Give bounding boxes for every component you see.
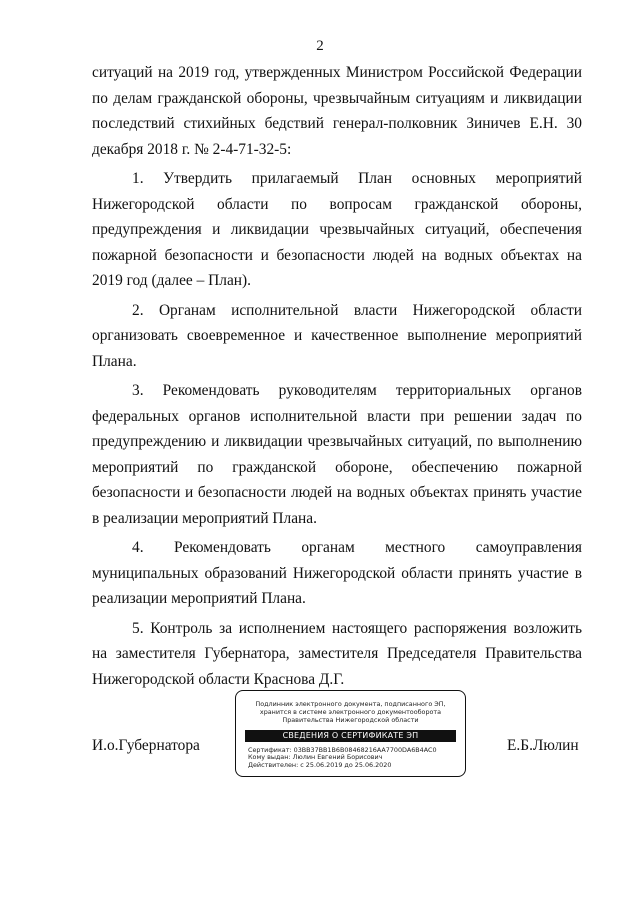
- paragraph-item-3: 3. Рекомендовать руководителям территориальных органов федеральных органов исполнительной власти при решении задач по предупреждению и ликвидации чрезвычайных ситуаций, по выполнению мероприятий по гражданской обороне, обеспечению пожарной безопасности и безопасности людей на водных объектах принять участие в реализации мероприятий Плана.: [92, 382, 582, 527]
- paragraph-item-2: 2. Органам исполнительной власти Нижегородской области организовать своевременное и качественное выполнение мероприятий Плана.: [92, 301, 582, 370]
- paragraph-continuation: ситуаций на 2019 год, утвержденных Министром Российской Федерации по делам гражданской обороны, чрезвычайным ситуациям и ликвидации последствий стихийных бедствий генерал-полковник Зиничев Е.Н. 30 декабря 2018 г. № 2-4-71-32-5:: [92, 64, 582, 158]
- signatory-name: Е.Б.Люлин: [507, 737, 579, 754]
- stamp-title-bar: СВЕДЕНИЯ О СЕРТИФИКАТЕ ЭП: [245, 730, 456, 742]
- paragraph-item-4: 4. Рекомендовать органам местного самоуправления муниципальных образований Нижегородской области принять участие в реализации мероприятий Плана.: [92, 539, 582, 607]
- stamp-details: [248, 747, 465, 770]
- paragraph-item-1: 1. Утвердить прилагаемый План основных мероприятий Нижегородской области по вопросам гражданской обороны, предупреждения и ликвидации чрезвычайных ситуаций, обеспечения пожарной безопасности и безопасности людей на водных объектах на 2019 год (далее – План).: [92, 170, 582, 289]
- stamp-validity: Действителен: с 25.06.2019 до 25.06.2020: [248, 760, 392, 769]
- paragraph-item-5: 5. Контроль за исполнением настоящего распоряжения возложить на заместителя Губернатора, заместителя Председателя Правительства Нижегородской области Краснова Д.Г.: [92, 619, 582, 688]
- stamp-issued-to: Кому выдан: Люлин Евгений Борисович: [248, 753, 383, 762]
- document-body: [92, 60, 582, 692]
- signatory-position: И.о.Губернатора: [92, 737, 200, 754]
- page-number: 2: [316, 38, 324, 54]
- electronic-signature-stamp: [235, 690, 466, 777]
- stamp-header-line: Подлинник электронного документа, подписанного ЭП,: [255, 700, 446, 708]
- stamp-header-line: хранится в системе электронного документооборота: [259, 708, 442, 717]
- stamp-header: [236, 700, 465, 725]
- stamp-header-line: Правительства Нижегородской области: [282, 716, 419, 725]
- stamp-certificate: Сертификат: 03BB37BB1B6B08468216AA7700DA6B4AC0: [248, 745, 437, 754]
